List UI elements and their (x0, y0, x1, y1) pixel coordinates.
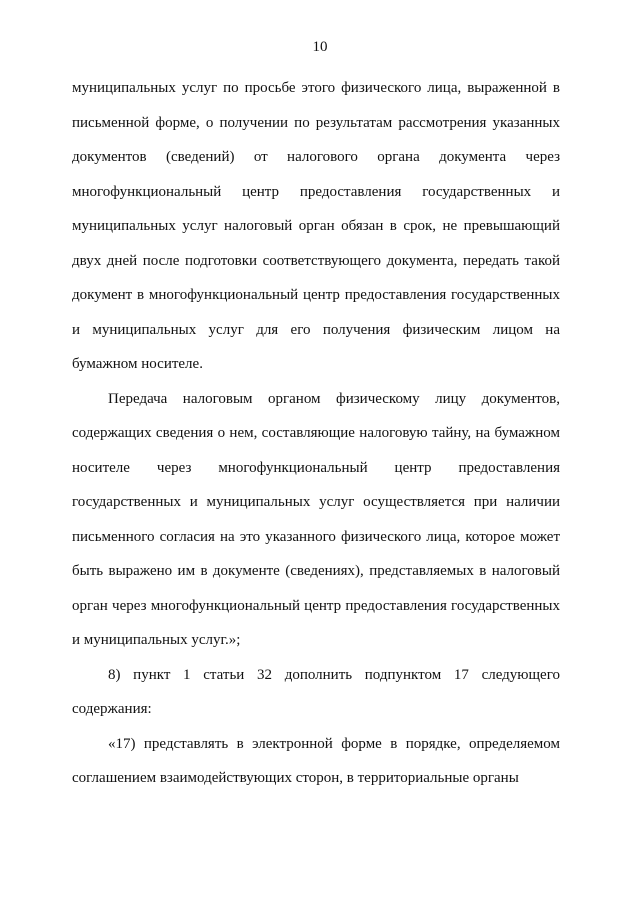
paragraph-subitem-17: «17) представлять в электронной форме в порядке, определяемом соглашением взаимодействующих сторон, в территориальные органы (72, 735, 560, 786)
paragraph-tax-secret-transfer: Передача налоговым органом физическому лицу документов, содержащих сведения о нем, составляющие налоговую тайну, на бумажном носителе через многофункциональный центр предоставления государственных и муниципальных услуг осуществляется при наличии письменного согласия на это указанного физического лица, которое может быть выражено им в документе (сведениях), представляемых в налоговый орган через многофункциональный центр предоставления государственных и муниципальных услуг.»; (72, 390, 560, 648)
paragraph-continuation: муниципальных услуг по просьбе этого физического лица, выраженной в письменной форме, о получении по результатам рассмотрения указанных документов (сведений) от налогового органа документа через многофункциональный центр предоставления государственных и муниципальных услуг налоговый орган обязан в срок, не превышающий двух дней после подготовки соответствующего документа, передать такой документ в многофункциональный центр предоставления государственных и муниципальных услуг для его получения физическим лицом на бумажном носителе. (72, 80, 560, 372)
document-body (72, 71, 560, 796)
paragraph-amendment-item-8: 8) пункт 1 статьи 32 дополнить подпунктом 17 следующего содержания: (72, 666, 560, 717)
page-number: 10 (312, 39, 328, 55)
